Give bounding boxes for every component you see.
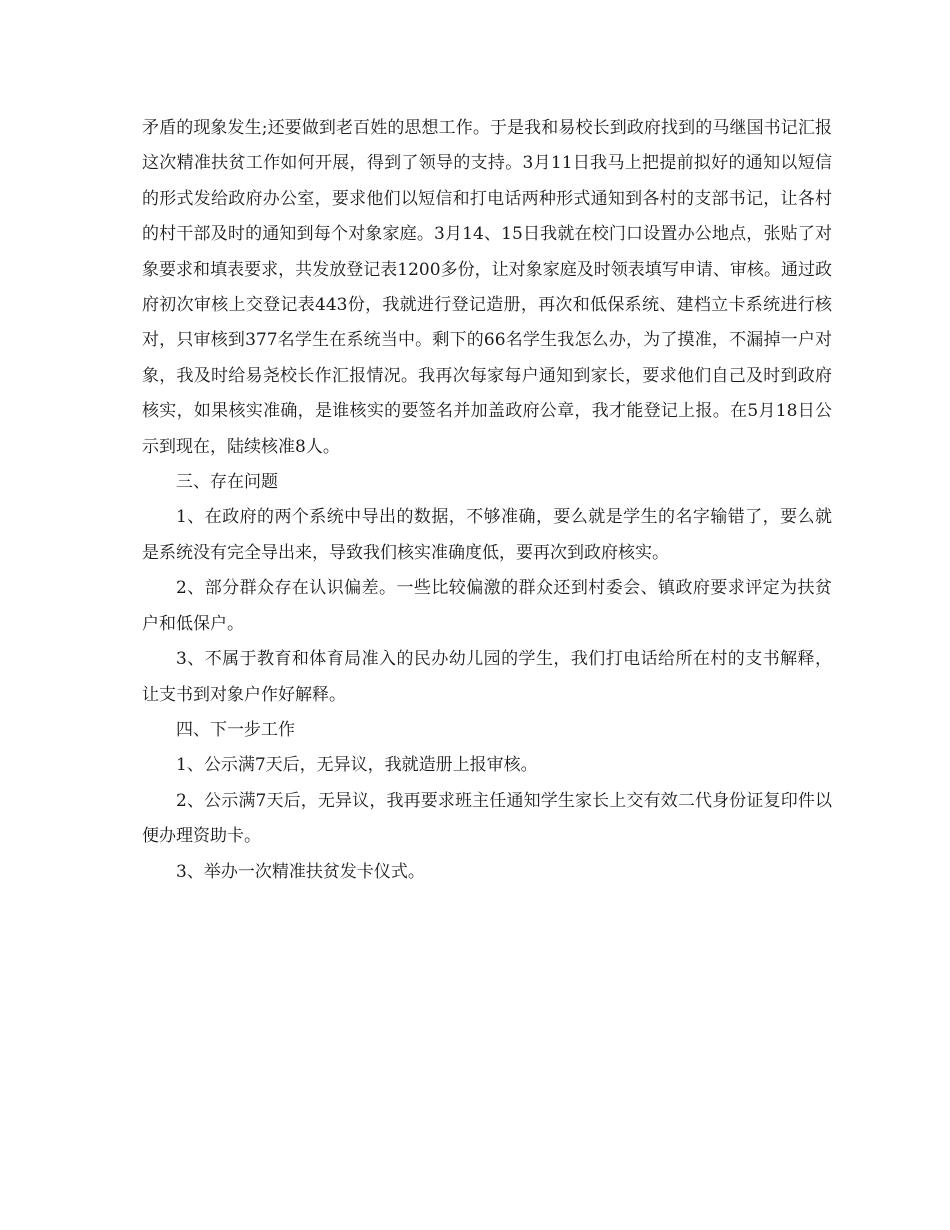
section-heading-next-steps: 四、下一步工作: [176, 719, 295, 740]
problem-item-3: 3、不属于教育和体育局准入的民办幼儿园的学生，我们打电话给所在村的支书解释，让支书到对象户作好解释。: [142, 649, 832, 705]
section-heading-problems: 三、存在问题: [176, 472, 278, 493]
body-paragraph-continued: 矛盾的现象发生;还要做到老百姓的思想工作。于是我和易校长到政府找到的马继国书记汇报这次精准扶贫工作如何开展，得到了领导的支持。3月11日我马上把提前拟好的通知以短信的形式发给政府办公室，要求他们以短信和打电话两种形式通知到各村的支部书记，让各村的村干部及时的通知到每个对象家庭。3月14、15日我就在校门口设置办公地点，张贴了对象要求和填表要求，共发放登记表1200多份，让对象家庭及时领表填写申请、审核。通过政府初次审核上交登记表443份，我就进行登记造册，再次和低保系统、建档立卡系统进行核对，只审核到377名学生在系统当中。剩下的66名学生我怎么办，为了摸准，不漏掉一户对象，我及时给易尧校长作汇报情况。我再次每家每户通知到家长，要求他们自己及时到政府核实，如果核实准确，是谁核实的要签名并加盖政府公章，我才能登记上报。在5月18日公示到现在，陆续核准8人。: [142, 118, 832, 457]
problem-item-2: 2、部分群众存在认识偏差。一些比较偏激的群众还到村委会、镇政府要求评定为扶贫户和低保户。: [142, 578, 832, 634]
problem-item-1: 1、在政府的两个系统中导出的数据，不够准确，要么就是学生的名字输错了，要么就是系统没有完全导出来，导致我们核实准确度低，要再次到政府核实。: [142, 507, 832, 563]
next-step-item-2: 2、公示满7天后，无异议，我再要求班主任通知学生家长上交有效二代身份证复印件以便办理资助卡。: [142, 790, 832, 847]
next-step-item-1: 1、公示满7天后，无异议，我就造册上报审核。: [176, 755, 538, 776]
document-body: [142, 111, 832, 890]
next-step-item-3: 3、举办一次精准扶贫发卡仪式。: [176, 861, 425, 882]
